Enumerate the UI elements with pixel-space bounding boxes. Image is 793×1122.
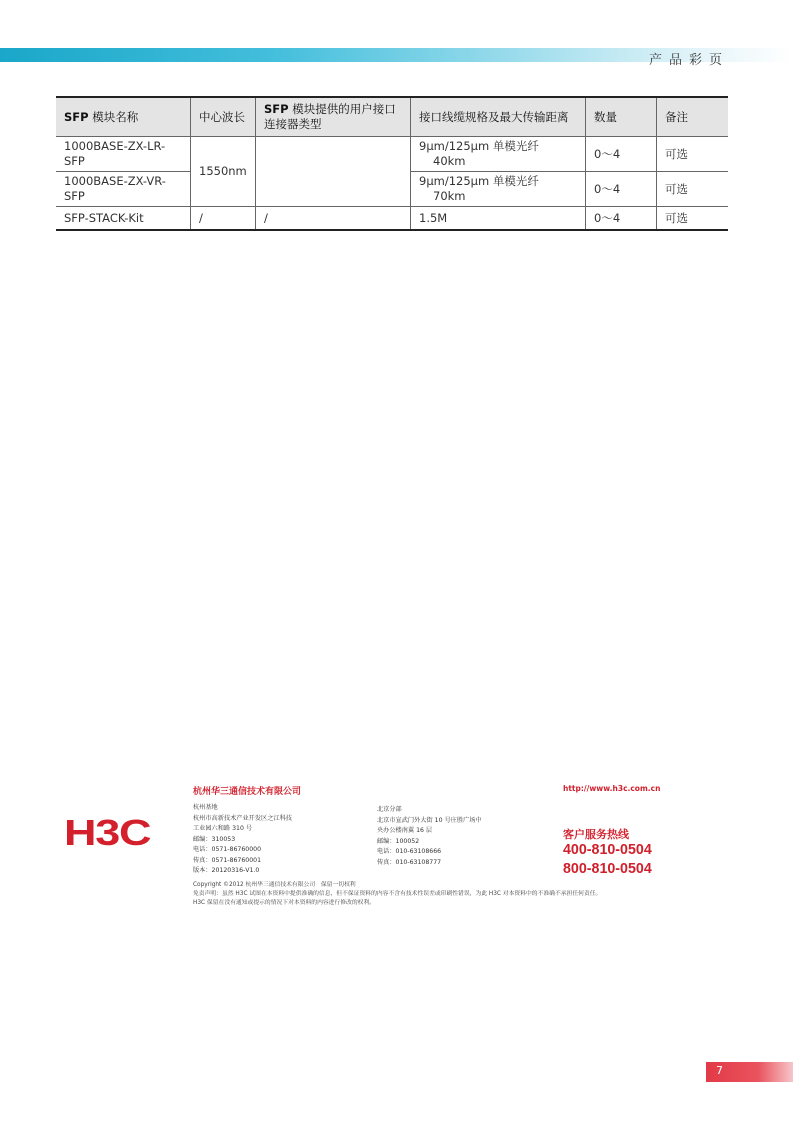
cell-note: 可选	[657, 137, 729, 172]
cell-module-name: 1000BASE-ZX-VR-SFP	[56, 172, 191, 207]
copyright-text: Copyright ©2012 杭州华三通信技术有限公司 保留一切权利	[193, 882, 356, 888]
hotline-number-2: 800-810-0504	[563, 860, 652, 877]
cell-module-name: SFP-STACK-Kit	[56, 207, 191, 231]
cell-wavelength: /	[191, 207, 256, 231]
h3c-logo: H3C	[64, 812, 151, 853]
header-title: 产品彩页	[648, 53, 729, 68]
cell-module-name: 1000BASE-ZX-LR-SFP	[56, 137, 191, 172]
hotline-title: 客户服务热线	[563, 828, 629, 841]
beijing-postcode: 邮编：100052	[377, 837, 420, 845]
hotline-number-1: 400-810-0504	[563, 841, 652, 858]
page-number: 7	[716, 1064, 723, 1077]
col-header-module-name: SFP 模块名称	[56, 97, 191, 137]
cell-connector: /	[256, 207, 411, 231]
table-row	[56, 207, 728, 231]
table-row	[56, 137, 728, 172]
hangzhou-postcode: 邮编：310053	[193, 835, 236, 843]
hangzhou-title: 杭州基地	[193, 804, 218, 811]
hangzhou-line1: 杭州市高新技术产业开发区之江科技	[193, 814, 292, 822]
beijing-line2: 央办公楼南翼 16 层	[377, 827, 433, 834]
website-link[interactable]: http://www.h3c.com.cn	[563, 784, 661, 793]
hangzhou-phone: 电话：0571-86760000	[193, 846, 262, 853]
hangzhou-fax: 传真：0571-86760001	[193, 856, 262, 864]
col-header-cable-distance: 接口线缆规格及最大传输距离	[411, 97, 586, 137]
document-version: 版本：20120316-V1.0	[193, 867, 260, 874]
cell-cable: 9μm/125μm 单模光纤40km	[411, 137, 586, 172]
col-header-note: 备注	[657, 97, 729, 137]
beijing-fax: 传真：010-63108777	[377, 858, 442, 866]
sfp-spec-table	[56, 96, 728, 231]
cell-note: 可选	[657, 207, 729, 231]
cell-wavelength: 1550nm	[191, 137, 256, 207]
beijing-address	[377, 805, 482, 868]
col-header-connector: SFP 模块提供的用户接口连接器类型	[256, 97, 411, 137]
beijing-phone: 电话：010-63108666	[377, 848, 442, 855]
legal-notice	[193, 881, 601, 908]
beijing-line1: 北京市宣武门外大街 10 号庄胜广场中	[377, 816, 482, 824]
col-header-quantity: 数量	[586, 97, 657, 137]
cell-cable: 1.5M	[411, 207, 586, 231]
cell-quantity: 0～4	[586, 172, 657, 207]
col-header-wavelength: 中心波长	[191, 97, 256, 137]
cell-quantity: 0～4	[586, 137, 657, 172]
cell-quantity: 0～4	[586, 207, 657, 231]
table-header-row	[56, 97, 728, 137]
rights-text: H3C 保留在没有通知或提示的情况下对本资料的内容进行修改的权利。	[193, 900, 376, 906]
cell-note: 可选	[657, 172, 729, 207]
hangzhou-address	[193, 803, 292, 877]
cell-cable: 9μm/125μm 单模光纤70km	[411, 172, 586, 207]
disclaimer-text: 免责声明：虽然 H3C 试图在本资料中提供准确的信息，但不保证资料的内容不含有技术性误差或印刷性错误，为此 H3C 对本资料中的不准确不承担任何责任。	[193, 891, 602, 897]
cell-connector	[256, 137, 411, 207]
hangzhou-line2: 工业园六和路 310 号	[193, 825, 253, 832]
company-name: 杭州华三通信技术有限公司	[193, 787, 302, 797]
beijing-title: 北京分部	[377, 806, 402, 813]
